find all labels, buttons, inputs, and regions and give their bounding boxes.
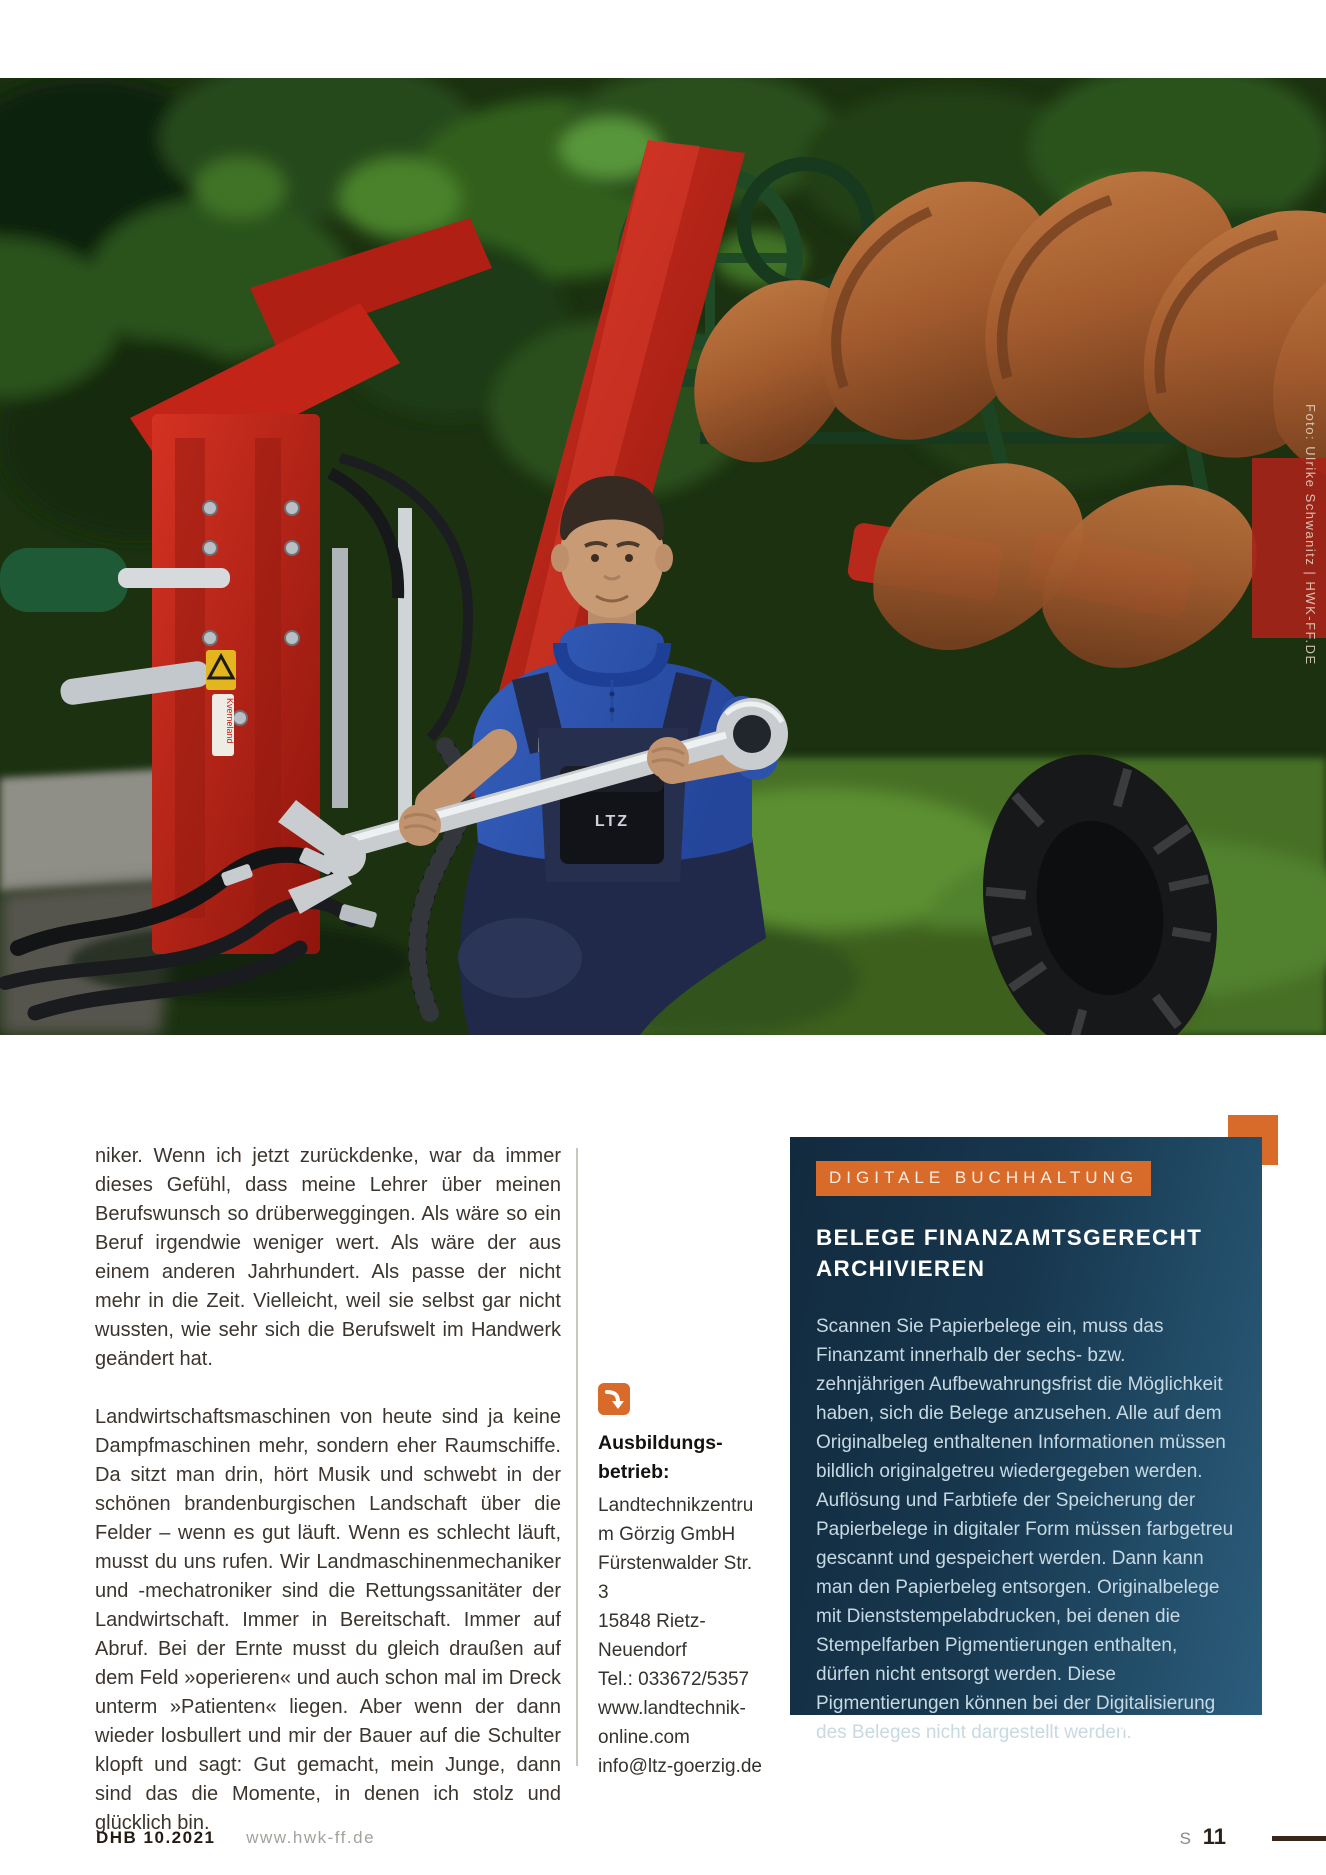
- photo-credit: Foto: Ulrike Schwanitz | HWK-FF.DE: [1303, 404, 1318, 666]
- infobox-title: BELEGE FINANZAMTSGERECHT ARCHIVIEREN: [816, 1225, 1203, 1281]
- training-company-info: [598, 1383, 768, 1781]
- company-phone: Tel.: 033672/5357: [598, 1669, 750, 1690]
- page-prefix: S: [1179, 1829, 1192, 1848]
- article-paragraph: niker. Wenn ich jetzt zurückdenke, war da immer dieses Gefühl, dass meine Lehrer über meinen Berufswunsch so drüberweggingen. Als wäre so ein Beruf irgendwie weniger wert. Als wäre der aus einem anderen Jahrhundert. Als passe der nicht mehr in die Zeit. Vielleicht, weil sie selbst gar nicht wussten, wie sehr sich die Berufswelt im Handwerk geändert hat.: [95, 1145, 561, 1370]
- overall-badge: LTZ: [594, 813, 630, 830]
- company-website-link[interactable]: www.landtechnik-online.com: [598, 1698, 746, 1748]
- company-street: Fürstenwalder Str. 3: [598, 1553, 753, 1603]
- footer-website-link[interactable]: www.hwk-ff.de: [246, 1828, 376, 1847]
- article-photo: [0, 78, 1326, 1035]
- infobox-body: Scannen Sie Papierbelege ein, muss das Finanzamt innerhalb der sechs- bzw. zehnjährigen Aufbewahrungsfrist die Möglichkeit haben, sich die Belege anzusehen. Alle auf dem Originalbeleg enthaltenen Informationen müssen bildlich originalgetreu wiedergegeben werden. Auflösung und Farbtiefe der Speicherung der Papierbelege in digitaler Form müssen farbgetreu gescannt und gespeichert werden. Dann kann man den Papierbeleg entsorgen. Originalbelege mit Dienststempelabdrucken, bei denen die Stempelfarben Pigmentierungen enthalten, dürfen nicht entsorgt werden. Diese Pigmentierungen können bei der Digitalisierung des Beleges nicht dargestellt werden.: [816, 1316, 1234, 1743]
- company-city: 15848 Rietz-Neuendorf: [598, 1611, 706, 1661]
- page-number: 11: [1202, 1824, 1226, 1849]
- curved-arrow-icon: [598, 1383, 630, 1415]
- machine-brand-sticker: Kverneland: [225, 698, 235, 744]
- company-label: Ausbildungs- betrieb:: [598, 1432, 723, 1483]
- footer-page-indicator: [1180, 1824, 1226, 1850]
- company-email-link[interactable]: info@ltz-goerzig.de: [598, 1756, 762, 1777]
- footer-left: [96, 1828, 375, 1848]
- infobox-digital-accounting: [790, 1137, 1262, 1743]
- infobox-kicker: DIGITALE BUCHHALTUNG: [816, 1161, 1151, 1196]
- datev-link[interactable]: www.datev.de: [1117, 1718, 1236, 1738]
- footer-rule: [1272, 1836, 1326, 1841]
- article-paragraph: Landwirtschaftsmaschinen von heute sind ja keine Dampfmaschinen mehr, sondern eher Raumschiffe. Da sitzt man drin, hört Musik und schwebt in der schönen brandenburgischen Landschaft über die Felder – wenn es gut läuft. Wenn es schlecht läuft, musst du uns rufen. Wir Landmaschinenmechaniker und -mechatroniker sind die Rettungssanitäter der Landwirtschaft. Immer in Bereitschaft. Immer auf Abruf. Bei der Ernte musst du gleich draußen auf dem Feld »operieren« und auch schon mal im Dreck unterm »Patienten« liegen. Aber wenn der dann wieder losbullert und mir der Bauer auf die Schulter klopft und sagt: Gut gemacht, mein Junge, dann sind das die Momente, in denen ich stolz und glücklich bin.: [95, 1406, 561, 1834]
- article-text-column: [95, 1142, 561, 1838]
- company-name: Landtechnikzentrum Görzig GmbH: [598, 1495, 754, 1545]
- column-divider: [576, 1148, 578, 1766]
- footer-issue: DHB 10.2021: [96, 1828, 216, 1847]
